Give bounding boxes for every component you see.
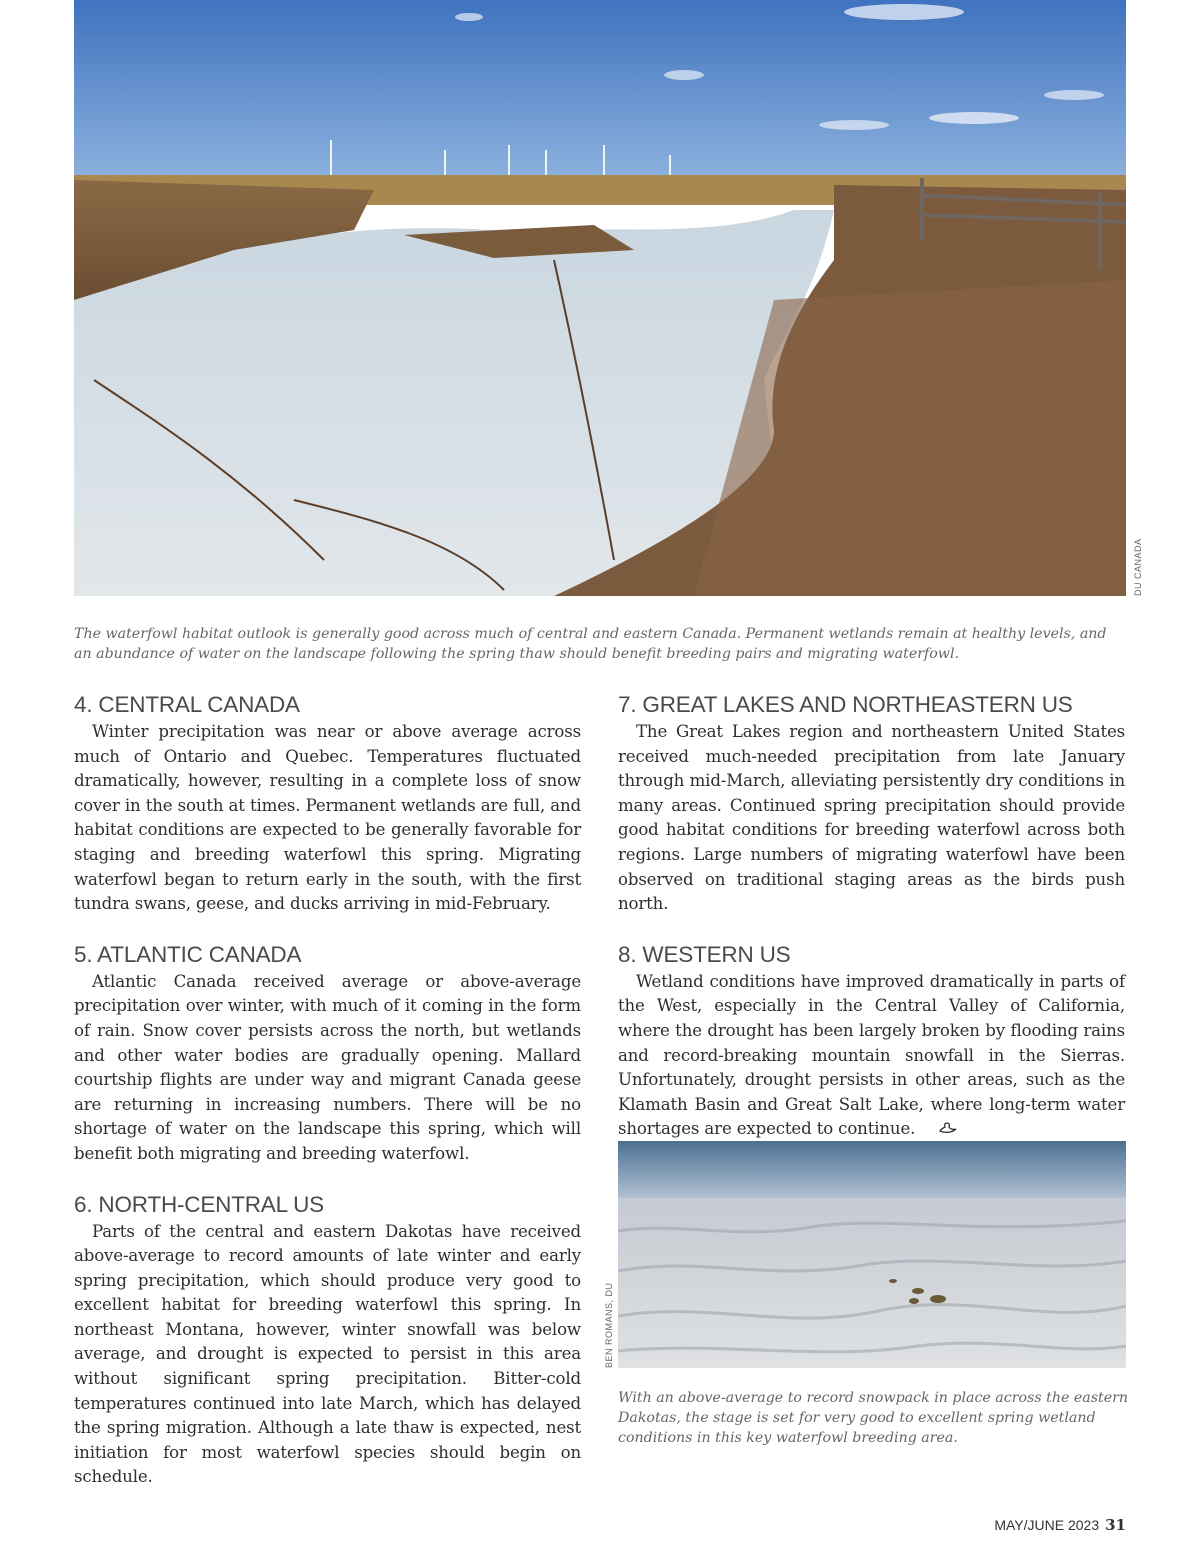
section-great-lakes: [618, 690, 1125, 917]
section-body: The Great Lakes region and northeastern United States received much-needed precipitation from late January through mid-March, alleviating persistently dry conditions in many areas. Continued spring precipitation should provide good habitat conditions for breeding waterfowl across both regions. Large numbers of migrating waterfowl have been observed on traditional staging areas as the birds push north.: [618, 722, 1125, 914]
section-heading: 5. ATLANTIC CANADA: [74, 941, 302, 967]
bottom-photo-caption: With an above-average to record snowpack in place across the eastern Dakotas, the stage is set for very good to excellent spring wetland conditions in this key waterfowl breeding area.: [618, 1390, 1129, 1446]
section-body-wrap: [618, 970, 1125, 1142]
section-heading: 4. CENTRAL CANADA: [74, 692, 300, 717]
issue-date: MAY/JUNE 2023: [994, 1517, 1100, 1533]
section-heading: 8. WESTERN US: [618, 941, 791, 967]
section-central-canada: [74, 690, 581, 917]
section-body: Winter precipitation was near or above average across much of Ontario and Quebec. Temperatures fluctuated dramatically, however, resulting in a complete loss of snow cover in the south at times. Permanent wetlands are full, and habitat conditions are expected to be generally favorable for staging and breeding waterfowl this spring. Migrating waterfowl began to return early in the south, with the first tundra swans, geese, and ducks arriving in mid-February.: [74, 722, 581, 914]
right-column: [618, 690, 1125, 1165]
top-photo: [74, 0, 1126, 596]
bottom-photo: [618, 1141, 1126, 1368]
top-photo-caption: The waterfowl habitat outlook is generally good across much of central and eastern Canada. Permanent wetlands remain at healthy levels, and an abundance of water on the landscape following the spring thaw should benefit breeding pairs and migrating waterfowl.: [74, 626, 1107, 662]
top-photo-credit: DU CANADA: [1133, 538, 1143, 596]
section-heading: 7. GREAT LAKES AND NORTHEASTERN US: [618, 692, 1073, 717]
left-column: [74, 690, 581, 1513]
page-footer: [994, 1516, 1126, 1534]
section-north-central-us: [74, 1190, 581, 1491]
section-heading: 6. NORTH-CENTRAL US: [74, 1191, 324, 1217]
section-atlantic-canada: [74, 940, 581, 1167]
section-western-us: [618, 940, 1125, 1142]
duck-end-icon: [920, 1118, 940, 1132]
section-body: Wetland conditions have improved dramatically in parts of the West, especially in the Central Valley of California, where the drought has been largely broken by flooding rains and record-breaking mountain snowfall in the Sierras. Unfortunately, drought persists in other areas, such as the Klamath Basin and Great Salt Lake, where long-term water shortages are expected to continue.: [618, 971, 1125, 1139]
section-body: Atlantic Canada received average or above-average precipitation over winter, with much of it coming in the form of rain. Snow cover persists across the north, but wetlands and other water bodies are gradually opening. Mallard courtship flights are under way and migrant Canada geese are returning in increasing numbers. There will be no shortage of water on the landscape this spring, which will benefit both migrating and breeding waterfowl.: [74, 971, 581, 1163]
page-number: 31: [1105, 1516, 1126, 1534]
section-body: Parts of the central and eastern Dakotas have received above-average to record amounts of late winter and early spring precipitation, which should produce very good to excellent habitat for breeding waterfowl this spring. In northeast Montana, however, winter snowfall was below average, and drought is expected to persist in this area without significant spring precipitation. Bitter-cold temperatures continued into late March, which has delayed the spring migration. Although a late thaw is expected, nest initiation for most waterfowl species should begin on schedule.: [74, 1221, 581, 1487]
bottom-photo-credit: BEN ROMANS, DU: [604, 1282, 614, 1368]
